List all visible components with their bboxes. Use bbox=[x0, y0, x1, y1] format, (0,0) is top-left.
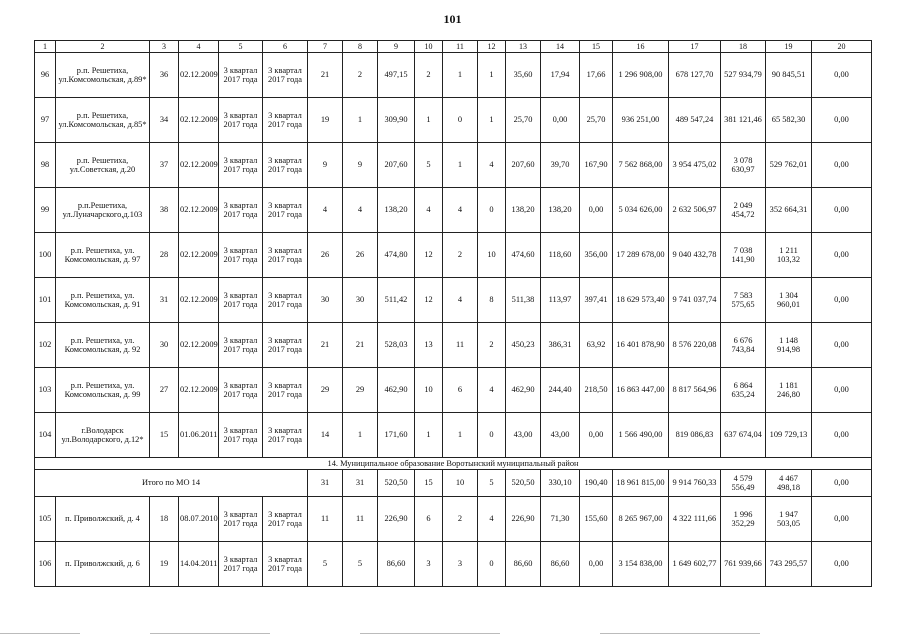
registration-date: 02.12.2009 bbox=[179, 323, 219, 368]
col-9: 86,60 bbox=[378, 542, 415, 587]
column-header-11: 11 bbox=[443, 41, 478, 53]
total-c8: 31 bbox=[343, 470, 378, 497]
col-16: 8 265 967,00 bbox=[613, 497, 669, 542]
col-3: 38 bbox=[150, 188, 179, 233]
col-7: 4 bbox=[308, 188, 343, 233]
period-to: 3 квартал 2017 года bbox=[263, 278, 308, 323]
col-15: 63,92 bbox=[580, 323, 613, 368]
total-c12: 5 bbox=[478, 470, 506, 497]
col-13: 86,60 bbox=[506, 542, 541, 587]
row-number: 100 bbox=[35, 233, 56, 278]
col-3: 37 bbox=[150, 143, 179, 188]
col-12: 8 bbox=[478, 278, 506, 323]
address: р.п. Решетиха, ул.Комсомольская, д.85* bbox=[56, 98, 150, 143]
col-13: 25,70 bbox=[506, 98, 541, 143]
col-19: 1 148 914,98 bbox=[766, 323, 812, 368]
col-15: 397,41 bbox=[580, 278, 613, 323]
col-7: 21 bbox=[308, 53, 343, 98]
address: р.п.Решетиха, ул.Луначарского,д.103 bbox=[56, 188, 150, 233]
col-13: 43,00 bbox=[506, 413, 541, 458]
col-15: 25,70 bbox=[580, 98, 613, 143]
col-3: 34 bbox=[150, 98, 179, 143]
col-7: 9 bbox=[308, 143, 343, 188]
period-from: 3 квартал 2017 года bbox=[219, 233, 263, 278]
column-header-9: 9 bbox=[378, 41, 415, 53]
column-header-2: 2 bbox=[56, 41, 150, 53]
column-header-3: 3 bbox=[150, 41, 179, 53]
col-11: 4 bbox=[443, 188, 478, 233]
col-15: 356,00 bbox=[580, 233, 613, 278]
col-10: 1 bbox=[415, 413, 443, 458]
period-from: 3 квартал 2017 года bbox=[219, 413, 263, 458]
section-heading-row bbox=[35, 458, 872, 470]
table-row bbox=[35, 233, 872, 278]
col-14: 244,40 bbox=[541, 368, 580, 413]
col-8: 2 bbox=[343, 53, 378, 98]
col-11: 2 bbox=[443, 497, 478, 542]
table-row bbox=[35, 368, 872, 413]
col-7: 30 bbox=[308, 278, 343, 323]
col-18: 2 049 454,72 bbox=[721, 188, 766, 233]
col-3: 31 bbox=[150, 278, 179, 323]
col-7: 5 bbox=[308, 542, 343, 587]
period-from: 3 квартал 2017 года bbox=[219, 278, 263, 323]
col-19: 1 947 503,05 bbox=[766, 497, 812, 542]
column-header-4: 4 bbox=[179, 41, 219, 53]
total-c9: 520,50 bbox=[378, 470, 415, 497]
col-19: 1 211 103,32 bbox=[766, 233, 812, 278]
total-c14: 330,10 bbox=[541, 470, 580, 497]
col-17: 819 086,83 bbox=[669, 413, 721, 458]
col-13: 35,60 bbox=[506, 53, 541, 98]
col-3: 30 bbox=[150, 323, 179, 368]
col-7: 21 bbox=[308, 323, 343, 368]
col-17: 8 817 564,96 bbox=[669, 368, 721, 413]
period-to: 3 квартал 2017 года bbox=[263, 413, 308, 458]
address: р.п. Решетиха, ул.Комсомольская, д.89* bbox=[56, 53, 150, 98]
total-c13: 520,50 bbox=[506, 470, 541, 497]
col-17: 4 322 111,66 bbox=[669, 497, 721, 542]
column-header-14: 14 bbox=[541, 41, 580, 53]
table-row bbox=[35, 143, 872, 188]
table-row bbox=[35, 98, 872, 143]
col-12: 4 bbox=[478, 143, 506, 188]
period-from: 3 квартал 2017 года bbox=[219, 323, 263, 368]
column-header-20: 20 bbox=[812, 41, 872, 53]
col-10: 13 bbox=[415, 323, 443, 368]
col-19: 352 664,31 bbox=[766, 188, 812, 233]
col-8: 4 bbox=[343, 188, 378, 233]
col-13: 226,90 bbox=[506, 497, 541, 542]
col-20: 0,00 bbox=[812, 233, 872, 278]
col-20: 0,00 bbox=[812, 188, 872, 233]
col-10: 2 bbox=[415, 53, 443, 98]
period-to: 3 квартал 2017 года bbox=[263, 143, 308, 188]
address: р.п. Решетиха, ул.Советская, д.20 bbox=[56, 143, 150, 188]
col-8: 1 bbox=[343, 413, 378, 458]
col-16: 16 863 447,00 bbox=[613, 368, 669, 413]
col-14: 113,97 bbox=[541, 278, 580, 323]
col-12: 0 bbox=[478, 542, 506, 587]
col-16: 18 629 573,40 bbox=[613, 278, 669, 323]
period-from: 3 квартал 2017 года bbox=[219, 497, 263, 542]
col-20: 0,00 bbox=[812, 368, 872, 413]
col-9: 528,03 bbox=[378, 323, 415, 368]
col-10: 4 bbox=[415, 188, 443, 233]
col-9: 226,90 bbox=[378, 497, 415, 542]
column-header-6: 6 bbox=[263, 41, 308, 53]
column-header-8: 8 bbox=[343, 41, 378, 53]
col-9: 474,80 bbox=[378, 233, 415, 278]
col-11: 1 bbox=[443, 53, 478, 98]
column-header-17: 17 bbox=[669, 41, 721, 53]
col-17: 3 954 475,02 bbox=[669, 143, 721, 188]
col-7: 29 bbox=[308, 368, 343, 413]
col-20: 0,00 bbox=[812, 278, 872, 323]
period-from: 3 квартал 2017 года bbox=[219, 53, 263, 98]
col-16: 1 296 908,00 bbox=[613, 53, 669, 98]
col-20: 0,00 bbox=[812, 143, 872, 188]
col-13: 462,90 bbox=[506, 368, 541, 413]
col-16: 7 562 868,00 bbox=[613, 143, 669, 188]
total-c10: 15 bbox=[415, 470, 443, 497]
period-to: 3 квартал 2017 года bbox=[263, 233, 308, 278]
col-20: 0,00 bbox=[812, 497, 872, 542]
col-14: 86,60 bbox=[541, 542, 580, 587]
col-20: 0,00 bbox=[812, 542, 872, 587]
col-17: 1 649 602,77 bbox=[669, 542, 721, 587]
col-12: 1 bbox=[478, 98, 506, 143]
column-header-1: 1 bbox=[35, 41, 56, 53]
col-9: 309,90 bbox=[378, 98, 415, 143]
column-header-19: 19 bbox=[766, 41, 812, 53]
col-15: 17,66 bbox=[580, 53, 613, 98]
row-number: 98 bbox=[35, 143, 56, 188]
row-number: 104 bbox=[35, 413, 56, 458]
col-18: 7 583 575,65 bbox=[721, 278, 766, 323]
col-9: 497,15 bbox=[378, 53, 415, 98]
column-header-12: 12 bbox=[478, 41, 506, 53]
col-16: 17 289 678,00 bbox=[613, 233, 669, 278]
col-11: 0 bbox=[443, 98, 478, 143]
registration-date: 02.12.2009 bbox=[179, 278, 219, 323]
col-11: 4 bbox=[443, 278, 478, 323]
col-13: 511,38 bbox=[506, 278, 541, 323]
col-18: 381 121,46 bbox=[721, 98, 766, 143]
table-row bbox=[35, 53, 872, 98]
column-header-18: 18 bbox=[721, 41, 766, 53]
col-3: 27 bbox=[150, 368, 179, 413]
registration-date: 01.06.2011 bbox=[179, 413, 219, 458]
col-17: 8 576 220,08 bbox=[669, 323, 721, 368]
col-3: 19 bbox=[150, 542, 179, 587]
period-from: 3 квартал 2017 года bbox=[219, 368, 263, 413]
col-10: 10 bbox=[415, 368, 443, 413]
total-c7: 31 bbox=[308, 470, 343, 497]
row-number: 101 bbox=[35, 278, 56, 323]
col-19: 109 729,13 bbox=[766, 413, 812, 458]
period-to: 3 квартал 2017 года bbox=[263, 98, 308, 143]
housing-registry-table bbox=[34, 40, 872, 587]
address: г.Володарск ул.Володарского, д.12* bbox=[56, 413, 150, 458]
col-9: 138,20 bbox=[378, 188, 415, 233]
registration-date: 02.12.2009 bbox=[179, 233, 219, 278]
col-13: 474,60 bbox=[506, 233, 541, 278]
col-11: 11 bbox=[443, 323, 478, 368]
period-from: 3 квартал 2017 года bbox=[219, 542, 263, 587]
row-number: 99 bbox=[35, 188, 56, 233]
row-number: 102 bbox=[35, 323, 56, 368]
period-to: 3 квартал 2017 года bbox=[263, 188, 308, 233]
col-12: 1 bbox=[478, 53, 506, 98]
col-11: 6 bbox=[443, 368, 478, 413]
section-title: 14. Муниципальное образование Воротынский муниципальный район bbox=[35, 458, 872, 470]
col-8: 9 bbox=[343, 143, 378, 188]
col-18: 6 864 635,24 bbox=[721, 368, 766, 413]
total-row bbox=[35, 470, 872, 497]
period-from: 3 квартал 2017 года bbox=[219, 188, 263, 233]
col-16: 1 566 490,00 bbox=[613, 413, 669, 458]
col-18: 6 676 743,84 bbox=[721, 323, 766, 368]
col-17: 9 741 037,74 bbox=[669, 278, 721, 323]
col-13: 207,60 bbox=[506, 143, 541, 188]
col-18: 1 996 352,29 bbox=[721, 497, 766, 542]
column-header-10: 10 bbox=[415, 41, 443, 53]
total-c19: 4 467 498,18 bbox=[766, 470, 812, 497]
col-20: 0,00 bbox=[812, 323, 872, 368]
col-10: 12 bbox=[415, 278, 443, 323]
col-10: 3 bbox=[415, 542, 443, 587]
registration-date: 02.12.2009 bbox=[179, 53, 219, 98]
col-14: 118,60 bbox=[541, 233, 580, 278]
col-14: 386,31 bbox=[541, 323, 580, 368]
address: р.п. Решетиха, ул. Комсомольская, д. 99 bbox=[56, 368, 150, 413]
col-11: 3 bbox=[443, 542, 478, 587]
column-header-15: 15 bbox=[580, 41, 613, 53]
col-10: 6 bbox=[415, 497, 443, 542]
col-12: 0 bbox=[478, 413, 506, 458]
col-15: 0,00 bbox=[580, 188, 613, 233]
col-8: 21 bbox=[343, 323, 378, 368]
col-3: 15 bbox=[150, 413, 179, 458]
row-number: 96 bbox=[35, 53, 56, 98]
col-3: 18 bbox=[150, 497, 179, 542]
column-number-header-row bbox=[35, 41, 872, 53]
col-9: 462,90 bbox=[378, 368, 415, 413]
col-16: 3 154 838,00 bbox=[613, 542, 669, 587]
col-18: 637 674,04 bbox=[721, 413, 766, 458]
registration-date: 02.12.2009 bbox=[179, 98, 219, 143]
row-number: 106 bbox=[35, 542, 56, 587]
col-10: 5 bbox=[415, 143, 443, 188]
col-15: 0,00 bbox=[580, 542, 613, 587]
col-12: 2 bbox=[478, 323, 506, 368]
row-number: 97 bbox=[35, 98, 56, 143]
col-7: 19 bbox=[308, 98, 343, 143]
col-19: 743 295,57 bbox=[766, 542, 812, 587]
col-17: 9 040 432,78 bbox=[669, 233, 721, 278]
page-bottom-edge bbox=[0, 633, 905, 634]
period-from: 3 квартал 2017 года bbox=[219, 143, 263, 188]
col-20: 0,00 bbox=[812, 98, 872, 143]
registration-date: 14.04.2011 bbox=[179, 542, 219, 587]
col-18: 3 078 630,97 bbox=[721, 143, 766, 188]
col-11: 2 bbox=[443, 233, 478, 278]
address: п. Приволжский, д. 6 bbox=[56, 542, 150, 587]
period-to: 3 квартал 2017 года bbox=[263, 542, 308, 587]
col-8: 5 bbox=[343, 542, 378, 587]
col-9: 171,60 bbox=[378, 413, 415, 458]
col-16: 16 401 878,90 bbox=[613, 323, 669, 368]
address: п. Приволжский, д. 4 bbox=[56, 497, 150, 542]
col-18: 527 934,79 bbox=[721, 53, 766, 98]
period-to: 3 квартал 2017 года bbox=[263, 497, 308, 542]
col-20: 0,00 bbox=[812, 413, 872, 458]
col-13: 450,23 bbox=[506, 323, 541, 368]
col-7: 14 bbox=[308, 413, 343, 458]
table-row bbox=[35, 413, 872, 458]
total-c15: 190,40 bbox=[580, 470, 613, 497]
total-c16: 18 961 815,00 bbox=[613, 470, 669, 497]
col-15: 167,90 bbox=[580, 143, 613, 188]
col-16: 936 251,00 bbox=[613, 98, 669, 143]
col-17: 2 632 506,97 bbox=[669, 188, 721, 233]
total-c17: 9 914 760,33 bbox=[669, 470, 721, 497]
period-from: 3 квартал 2017 года bbox=[219, 98, 263, 143]
col-19: 1 181 246,80 bbox=[766, 368, 812, 413]
col-14: 39,70 bbox=[541, 143, 580, 188]
col-11: 1 bbox=[443, 143, 478, 188]
address: р.п. Решетиха, ул. Комсомольская, д. 97 bbox=[56, 233, 150, 278]
column-header-16: 16 bbox=[613, 41, 669, 53]
col-15: 218,50 bbox=[580, 368, 613, 413]
period-to: 3 квартал 2017 года bbox=[263, 53, 308, 98]
col-19: 529 762,01 bbox=[766, 143, 812, 188]
col-14: 71,30 bbox=[541, 497, 580, 542]
col-19: 90 845,51 bbox=[766, 53, 812, 98]
col-12: 0 bbox=[478, 188, 506, 233]
col-14: 43,00 bbox=[541, 413, 580, 458]
registration-date: 02.12.2009 bbox=[179, 368, 219, 413]
address: р.п. Решетиха, ул. Комсомольская, д. 91 bbox=[56, 278, 150, 323]
total-c18: 4 579 556,49 bbox=[721, 470, 766, 497]
col-18: 761 939,66 bbox=[721, 542, 766, 587]
col-14: 138,20 bbox=[541, 188, 580, 233]
col-15: 155,60 bbox=[580, 497, 613, 542]
table-row bbox=[35, 278, 872, 323]
col-14: 0,00 bbox=[541, 98, 580, 143]
col-3: 36 bbox=[150, 53, 179, 98]
col-9: 511,42 bbox=[378, 278, 415, 323]
col-9: 207,60 bbox=[378, 143, 415, 188]
col-15: 0,00 bbox=[580, 413, 613, 458]
registration-date: 02.12.2009 bbox=[179, 143, 219, 188]
col-19: 1 304 960,01 bbox=[766, 278, 812, 323]
column-header-7: 7 bbox=[308, 41, 343, 53]
col-8: 26 bbox=[343, 233, 378, 278]
table-row bbox=[35, 497, 872, 542]
col-19: 65 582,30 bbox=[766, 98, 812, 143]
col-12: 4 bbox=[478, 368, 506, 413]
period-to: 3 квартал 2017 года bbox=[263, 323, 308, 368]
col-10: 12 bbox=[415, 233, 443, 278]
registration-date: 02.12.2009 bbox=[179, 188, 219, 233]
total-c20: 0,00 bbox=[812, 470, 872, 497]
total-label: Итого по МО 14 bbox=[35, 470, 308, 497]
col-7: 26 bbox=[308, 233, 343, 278]
col-20: 0,00 bbox=[812, 53, 872, 98]
col-14: 17,94 bbox=[541, 53, 580, 98]
col-13: 138,20 bbox=[506, 188, 541, 233]
row-number: 105 bbox=[35, 497, 56, 542]
column-header-13: 13 bbox=[506, 41, 541, 53]
period-to: 3 квартал 2017 года bbox=[263, 368, 308, 413]
table-row bbox=[35, 542, 872, 587]
col-8: 11 bbox=[343, 497, 378, 542]
col-3: 28 bbox=[150, 233, 179, 278]
col-12: 4 bbox=[478, 497, 506, 542]
registration-date: 08.07.2010 bbox=[179, 497, 219, 542]
col-8: 29 bbox=[343, 368, 378, 413]
col-16: 5 034 626,00 bbox=[613, 188, 669, 233]
col-10: 1 bbox=[415, 98, 443, 143]
col-8: 1 bbox=[343, 98, 378, 143]
col-17: 678 127,70 bbox=[669, 53, 721, 98]
total-c11: 10 bbox=[443, 470, 478, 497]
col-12: 10 bbox=[478, 233, 506, 278]
col-18: 7 038 141,90 bbox=[721, 233, 766, 278]
address: р.п. Решетиха, ул. Комсомольская, д. 92 bbox=[56, 323, 150, 368]
col-11: 1 bbox=[443, 413, 478, 458]
page-number: 101 bbox=[443, 12, 462, 26]
table-row bbox=[35, 323, 872, 368]
column-header-5: 5 bbox=[219, 41, 263, 53]
col-8: 30 bbox=[343, 278, 378, 323]
col-7: 11 bbox=[308, 497, 343, 542]
row-number: 103 bbox=[35, 368, 56, 413]
col-17: 489 547,24 bbox=[669, 98, 721, 143]
table-row bbox=[35, 188, 872, 233]
